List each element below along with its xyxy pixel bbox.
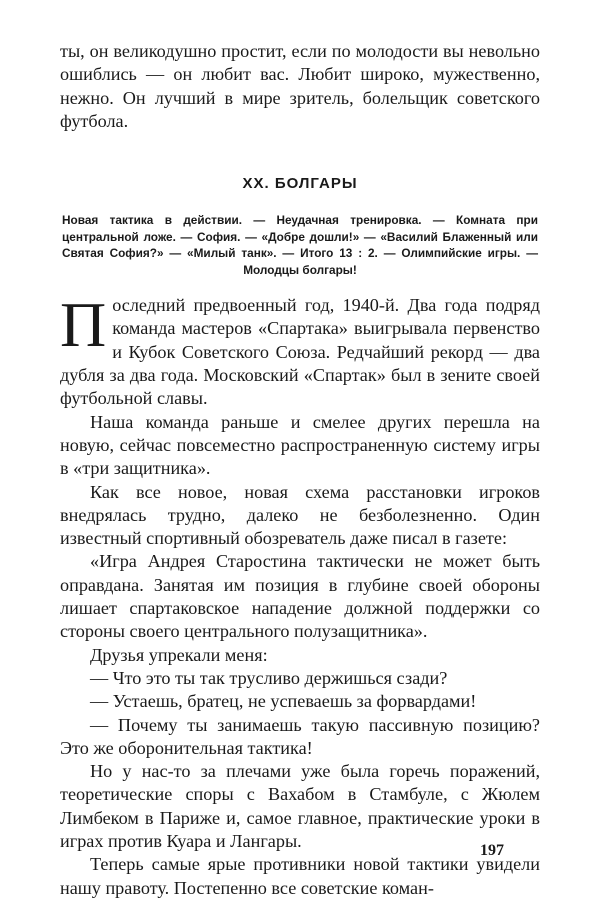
- paragraph: Наша команда раньше и смелее других перешла на новую, сейчас повсеместно распространенную систему игры в «три защитника».: [60, 411, 540, 479]
- continuation-paragraph: ты, он великодушно простит, если по молодости вы невольно ошиблись — он любит вас. Любит широко, мужественно, нежно. Он лучший в мире зритель, болельщик советского футбола.: [60, 41, 540, 131]
- paragraph: Теперь самые ярые противники новой тактики увидели нашу правоту. Постепенно все советские коман-: [60, 854, 540, 898]
- first-paragraph: [60, 289, 540, 410]
- dialogue-line: — Почему ты занимаешь такую пассивную позицию? Это же оборонительная тактика!: [60, 714, 540, 758]
- dialogue-line: — Устаешь, братец, не успеваешь за форвардами!: [90, 691, 477, 712]
- first-paragraph-text: оследний предвоенный год, 1940-й. Два года подряд команда мастеров «Спартака» выигрывала первенство и Кубок Советского Союза. Редчайший рекорд — два дубля за два года. Московский «Спартак» был в зените своей футбольной славы.: [60, 295, 540, 409]
- chapter-title: XX. БОЛГАРЫ: [242, 175, 358, 193]
- dialogue-line: — Что это ты так трусливо держишься сзади?: [90, 667, 448, 688]
- paragraph: Друзья упрекали меня:: [90, 644, 268, 665]
- chapter-synopsis: Новая тактика в действии. — Неудачная тренировка. — Комната при центральной ложе. — София. — «Добре дошли!» — «Василий Блаженный или Святая София?» — «Милый танк». — Итого 13 : 2. — Олимпийские игры. — Молодцы болгары!: [62, 213, 538, 277]
- quote-paragraph: «Игра Андрея Старостина тактически не может быть оправдана. Занятая им позиция в глубине своей обороны лишает спартаковское нападение должной поддержки со стороны своего центрального полузащитника».: [60, 551, 540, 642]
- paragraph: Как все новое, новая схема расстановки игроков внедрялась трудно, далеко не безболезненно. Один известный спортивный обозреватель даже писал в газете:: [60, 481, 540, 549]
- book-page: [60, 40, 540, 900]
- drop-cap: П: [60, 289, 107, 361]
- page-number: 197: [480, 842, 504, 859]
- paragraph: Но у нас-то за плечами уже была горечь поражений, теоретические споры с Вахабом в Стамбуле, с Жюлем Лимбеком в Париже и, самое главное, практические уроки в играх против Куара и Лангары.: [60, 761, 540, 852]
